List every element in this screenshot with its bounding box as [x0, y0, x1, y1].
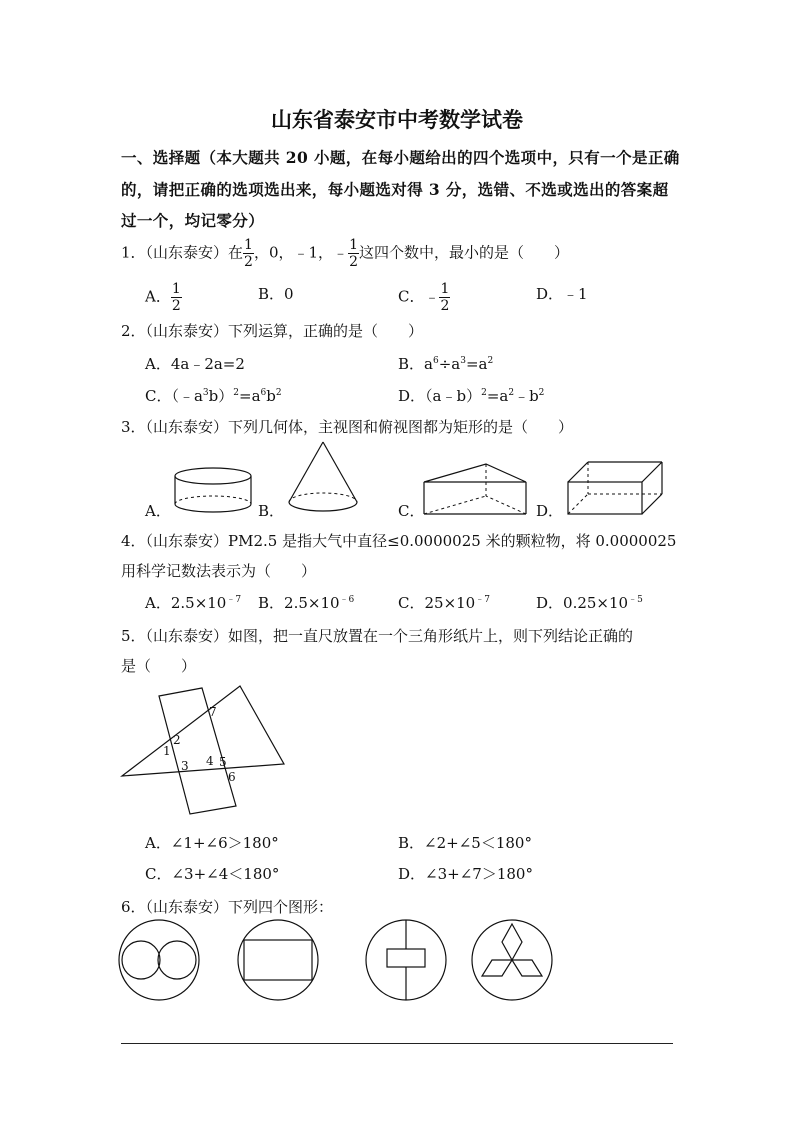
q1-option-d: D．﹣1 — [536, 285, 588, 303]
q1-option-a: A． $\frac{1}{2}$ — [145, 281, 181, 314]
question-5-line2: 是（ ） — [121, 657, 197, 675]
section-intro-line3: 过一个，均记零分） — [121, 211, 265, 230]
question-4-line1: 4．（山东泰安）PM2.5 是指大气中直径≤0.0000025 米的颗粒物，将 0.0000025 — [121, 532, 677, 550]
q1-post: 这四个数中，最小的是（ ） — [358, 243, 569, 262]
q3-option-c-label: C． — [398, 502, 425, 520]
q3-option-b-label: B． — [258, 502, 285, 520]
q2-option-c: C．$(﹣a^3b)^2=a^6b^2$ — [145, 387, 282, 405]
q1-mid: ，0，﹣1，﹣ — [253, 243, 349, 262]
triangular-prism-figure — [420, 462, 530, 518]
fraction-half: $\frac{1}{2}$ — [244, 237, 253, 270]
q2-option-b: B．$a^6\div a^3=a^2$ — [398, 355, 494, 373]
q2-option-d: D．$(a﹣b)^2=a^2﹣b^2$ — [398, 387, 545, 405]
q5-option-c: C．∠3+∠4＜180° — [145, 865, 280, 883]
q6-figure-2-rectangle-in-circle — [236, 918, 320, 1002]
question-3-stem: 3．（山东泰安）下列几何体，主视图和俯视图都为矩形的是（ ） — [121, 418, 574, 436]
q4-option-c: C．$25\times 10^{﹣7}$ — [398, 594, 490, 612]
angle-label-4: 4 — [206, 754, 214, 768]
page-title: 山东省泰安市中考数学试卷 — [271, 107, 523, 132]
angle-label-2: 2 — [173, 733, 181, 747]
question-4-line2: 用科学记数法表示为（ ） — [121, 562, 317, 580]
q6-figure-1-two-circles — [117, 918, 201, 1002]
section-intro-line2: 的，请把正确的选项选出来，每小题选对得 3 分，选错、不选或选出的答案超 — [121, 180, 669, 199]
q5-option-b: B．∠2+∠5＜180° — [398, 834, 532, 852]
fraction-half: $\frac{1}{2}$ — [349, 237, 358, 270]
q6-figure-3-circle-with-box — [364, 918, 448, 1002]
q3-option-a-label: A． — [145, 502, 171, 520]
cone-figure — [286, 440, 360, 516]
angle-label-1: 1 — [163, 744, 171, 758]
angle-label-3: 3 — [181, 759, 189, 773]
q1-option-b: B．0 — [258, 285, 294, 303]
q2-option-a: A．4a﹣2a=2 — [145, 355, 245, 373]
q4-option-d: D．$0.25\times 10^{﹣5}$ — [536, 594, 643, 612]
angle-label-7: 7 — [209, 705, 217, 719]
q6-figure-4-three-diamonds — [470, 918, 554, 1002]
rectangular-box-figure — [564, 460, 666, 518]
angle-label-6: 6 — [228, 770, 236, 784]
q5-option-a: A．∠1+∠6＞180° — [145, 834, 279, 852]
triangle-paper — [122, 686, 284, 776]
q5-option-d: D．∠3+∠7＞180° — [398, 865, 533, 883]
question-1-stem — [121, 238, 569, 269]
cylinder-figure — [172, 466, 256, 516]
q1-option-c: C．﹣ $\frac{1}{2}$ — [398, 281, 450, 314]
q4-option-a: A．$2.5\times 10^{﹣7}$ — [145, 594, 242, 612]
q1-pre: 1．（山东泰安）在 — [121, 243, 244, 262]
question-6-stem: 6．（山东泰安）下列四个图形： — [121, 898, 334, 916]
question-5-line1: 5．（山东泰安）如图，把一直尺放置在一个三角形纸片上，则下列结论正确的 — [121, 627, 634, 645]
q4-option-b: B．$2.5\times 10^{﹣6}$ — [258, 594, 355, 612]
section-intro-line1: 一、选择题（本大题共 20 小题，在每小题给出的四个选项中，只有一个是正确 — [121, 148, 680, 167]
footer-divider — [121, 1043, 673, 1044]
q3-option-d-label: D． — [536, 502, 564, 520]
angle-label-5: 5 — [219, 755, 227, 769]
ruler-triangle-figure — [118, 682, 290, 816]
question-2-stem: 2．（山东泰安）下列运算，正确的是（ ） — [121, 322, 424, 340]
